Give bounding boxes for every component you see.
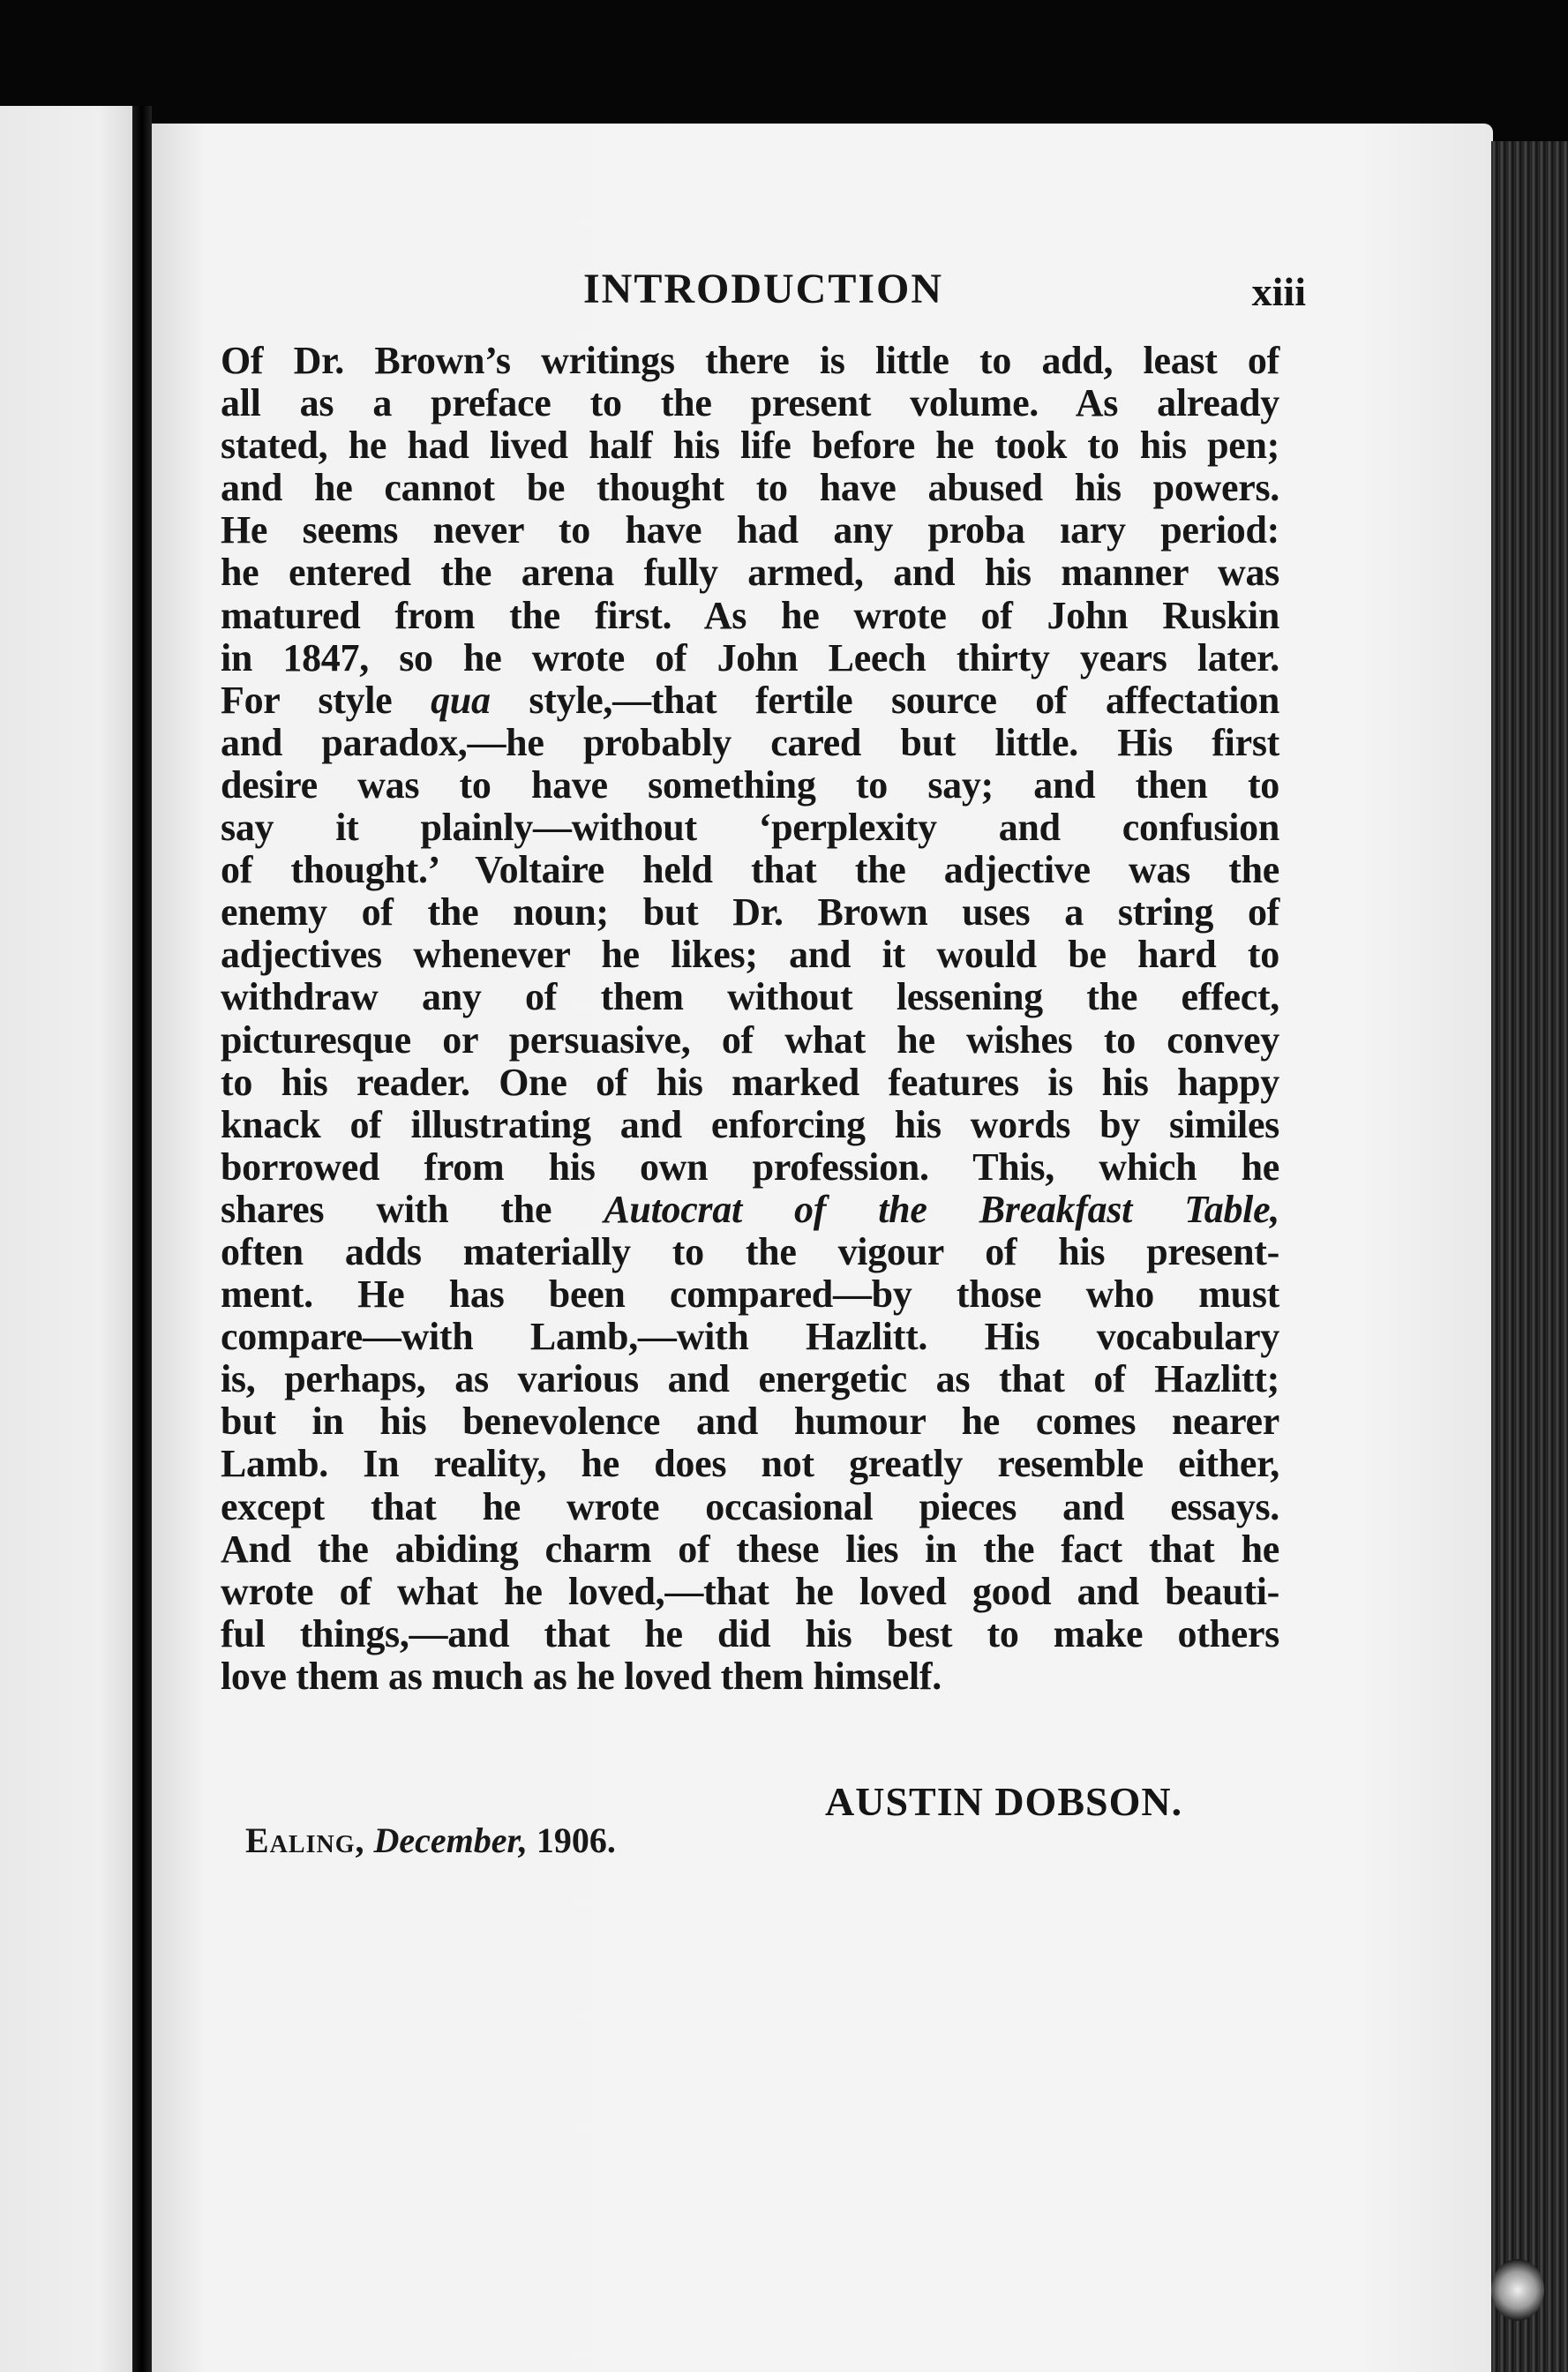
text-line: ful things,—and that he did his best to make others xyxy=(221,1611,1279,1655)
text-line: except that he wrote occasional pieces and essays. xyxy=(221,1484,1279,1528)
italic-book-title: Autocrat of the Breakfast Table, xyxy=(604,1187,1279,1231)
author-signature: AUSTIN DOBSON. xyxy=(825,1779,1183,1824)
text-line: all as a preface to the present volume. As already xyxy=(221,381,1279,425)
text-line: matured from the first. As he wrote of John Ruskin xyxy=(221,593,1279,637)
text-line: often adds materially to the vigour of his present- xyxy=(221,1229,1279,1273)
dateline xyxy=(245,1820,616,1861)
text-fragment: shares with the xyxy=(221,1187,552,1231)
text-line: love them as much as he loved them himself. xyxy=(221,1654,942,1698)
running-head xyxy=(221,265,1306,318)
text-fragment: style,—that fertile source of affectation xyxy=(529,678,1280,722)
text-line: say it plainly—without ‘perplexity and confusion xyxy=(221,806,1279,850)
text-fragment: For style xyxy=(221,678,393,722)
scan-artifact xyxy=(1491,2259,1544,2321)
page-title: INTRODUCTION xyxy=(582,266,944,312)
text-line: adjectives whenever he likes; and it would be hard to xyxy=(221,933,1279,977)
text-line: he entered the arena fully armed, and his manner was xyxy=(221,551,1279,595)
italic-term: qua xyxy=(431,678,491,722)
text-line: wrote of what he loved,—that he loved good and beauti- xyxy=(221,1569,1279,1613)
text-line: enemy of the noun; but Dr. Brown uses a string of xyxy=(221,890,1279,935)
text-line: desire was to have something to say; and then to xyxy=(221,762,1279,807)
text-line: in 1847, so he wrote of John Leech thirty years later. xyxy=(221,635,1279,679)
text-line: picturesque or persuasive, of what he wishes to convey xyxy=(221,1017,1279,1062)
text-line: but in his benevolence and humour he comes nearer xyxy=(221,1400,1279,1444)
page-number: xiii xyxy=(1251,269,1306,314)
text-line: withdraw any of them without lessening the effect, xyxy=(221,975,1279,1019)
page-edges xyxy=(1491,141,1568,2372)
text-line: Lamb. In reality, he does not greatly resemble either, xyxy=(221,1442,1279,1486)
text-line: And the abiding charm of these lies in the fact that he xyxy=(221,1527,1279,1571)
body-paragraph xyxy=(221,340,1279,1698)
dateline-year: 1906. xyxy=(536,1820,616,1860)
text-line: and he cannot be thought to have abused his powers. xyxy=(221,466,1279,510)
text-line: He seems never to have had any proba ıary period: xyxy=(221,508,1279,552)
text-line: ment. He has been compared—by those who must xyxy=(221,1272,1279,1317)
text-line xyxy=(221,679,1279,722)
text-line: stated, he had lived half his life before he took to his pen; xyxy=(221,424,1279,468)
facing-page-edge xyxy=(0,106,141,2372)
text-line: and paradox,—he probably cared but little. His first xyxy=(221,720,1279,764)
text-line: knack of illustrating and enforcing his words by similes xyxy=(221,1102,1279,1146)
text-line: Of Dr. Brown’s writings there is little to add, least of xyxy=(221,339,1279,382)
text-line xyxy=(221,1189,1279,1231)
text-line: is, perhaps, as various and energetic as that of Hazlitt; xyxy=(221,1357,1279,1401)
text-line: of thought.’ Voltaire held that the adjective was the xyxy=(221,848,1279,892)
text-line: compare—with Lamb,—with Hazlitt. His vocabulary xyxy=(221,1315,1279,1359)
text-line: borrowed from his own profession. This, which he xyxy=(221,1145,1279,1189)
book-gutter xyxy=(132,106,152,2372)
dateline-month: December, xyxy=(373,1820,528,1860)
text-line: to his reader. One of his marked features is his happy xyxy=(221,1060,1279,1104)
dateline-place: Ealing, xyxy=(245,1820,365,1860)
